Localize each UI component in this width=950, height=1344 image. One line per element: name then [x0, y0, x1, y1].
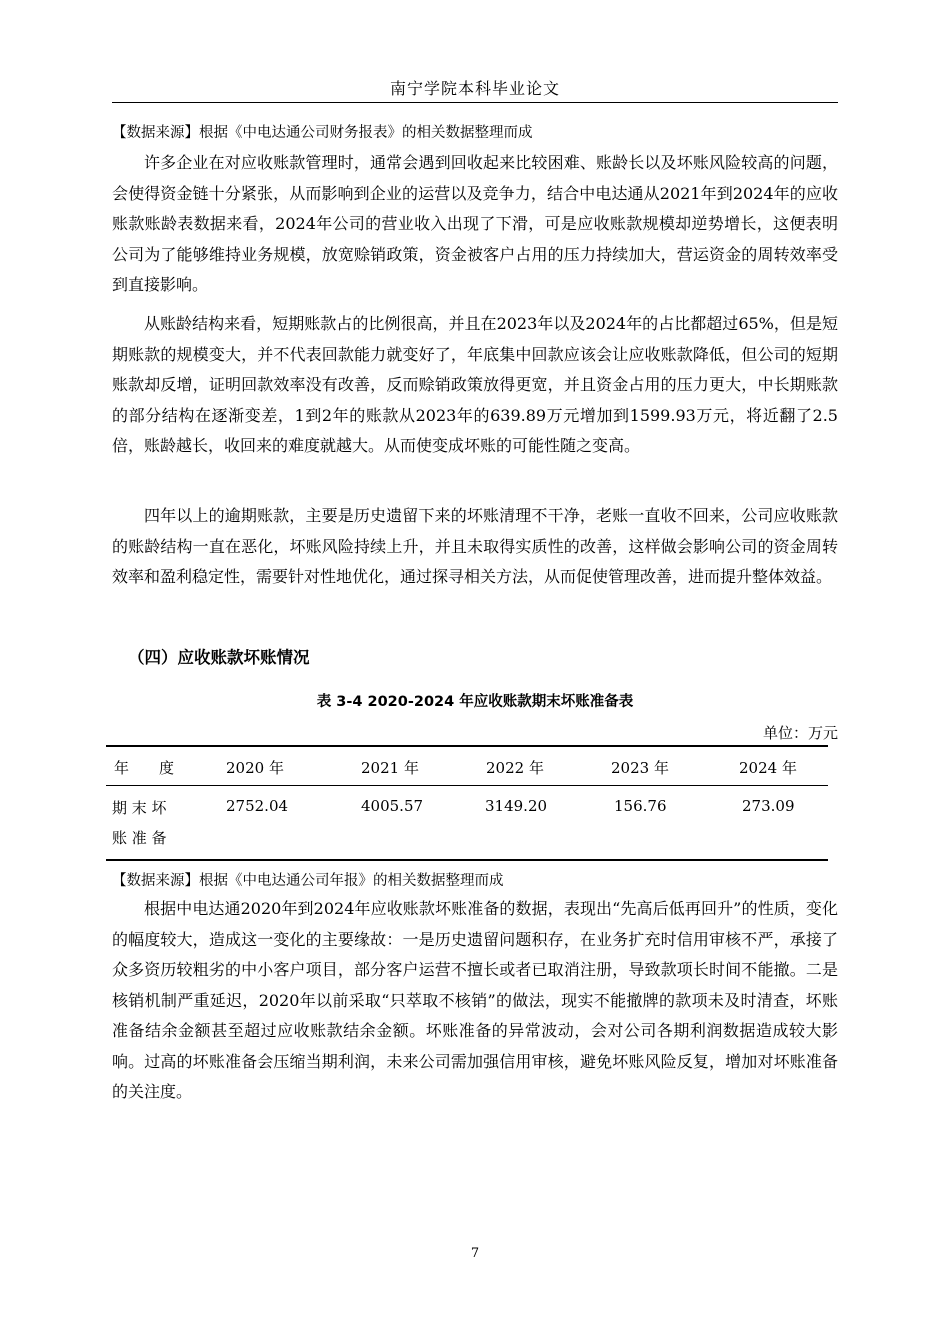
page-number: 7	[470, 1246, 480, 1261]
body-paragraph: 四年以上的逾期账款，主要是历史遗留下来的坏账清理不干净，老账一直收不回来，公司应收账款的账龄结构一直在恶化，坏账风险持续上升，并且未取得实质性的改善，这样做会影响公司的资金周转效率和盈利稳定性，需要针对性地优化，通过探寻相关方法，从而促使管理改善，进而提升整体效益。	[112, 506, 838, 586]
table-cell-value: 2752.04	[226, 797, 289, 815]
page-header-title: 南宁学院本科毕业论文	[389, 79, 560, 98]
table-header-label: 年 度	[114, 759, 175, 777]
table-header-year: 2020 年	[226, 759, 284, 777]
section-heading: （四）应收账款坏账情况	[128, 648, 310, 667]
table-cell-value: 156.76	[614, 797, 667, 815]
header-rule	[112, 102, 838, 103]
table-unit: 单位：万元	[762, 724, 838, 742]
data-source-note: 【数据来源】根据《中电达通公司财务报表》的相关数据整理而成	[112, 125, 533, 141]
table-cell-value: 3149.20	[485, 797, 548, 815]
body-paragraph: 根据中电达通2020年到2024年应收账款坏账准备的数据，表现出“先高后低再回升”的性质，变化的幅度较大，造成这一变化的主要缘故：一是历史遗留问题积存，在业务扩充时信用审核不严，承接了众多资历较粗劣的中小客户项目，部分客户运营不擅长或者已取消注册，导致款项长时间不能撤。二是核销机制严重延迟，2020年以前采取“只萃取不核销”的做法，现实不能撤牌的款项未及时清查，坏账准备结余金额甚至超过应收账款结余金额。坏账准备的异常波动，会对公司各期利润数据造成较大影响。过高的坏账准备会压缩当期利润，未来公司需加强信用审核，避免坏账风险反复，增加对坏账准备的关注度。	[112, 899, 838, 1101]
table-cell-value: 4005.57	[361, 797, 424, 815]
table-header-year: 2023 年	[611, 759, 669, 777]
table-cell-value: 273.09	[742, 797, 795, 815]
table-row-label: 期 末 坏	[112, 799, 167, 817]
table-header-year: 2021 年	[361, 759, 419, 777]
data-source-note: 【数据来源】根据《中电达通公司年报》的相关数据整理而成	[112, 873, 504, 889]
body-paragraph: 许多企业在对应收账款管理时，通常会遇到回收起来比较困难、账龄长以及坏账风险较高的问题，会使得资金链十分紧张，从而影响到企业的运营以及竞争力，结合中电达通从2021年到2024年的应收账款账龄表数据来看，2024年公司的营业收入出现了下滑，可是应收账款规模却逆势增长，这便表明公司为了能够维持业务规模，放宽赊销政策，资金被客户占用的压力持续加大，营运资金的周转效率受到直接影响。	[112, 153, 838, 294]
table-top-rule	[106, 745, 828, 747]
body-paragraph: 从账龄结构来看，短期账款占的比例很高，并且在2023年以及2024年的占比都超过65%，但是短期账款的规模变大，并不代表回款能力就变好了，年底集中回款应该会让应收账款降低，但公司的短期账款却反增，证明回款效率没有改善，反而赊销政策放得更宽，并且资金占用的压力更大，中长期账款的部分结构在逐渐变差，1到2年的账款从2023年的639.89万元增加到1599.93万元，将近翻了2.5倍，账龄越长，收回来的难度就越大。从而使变成坏账的可能性随之变高。	[112, 314, 838, 455]
table-header-rule	[106, 785, 828, 786]
table-header-year: 2022 年	[486, 759, 544, 777]
table-bottom-rule	[106, 859, 828, 861]
table-row-label: 账 准 备	[112, 829, 167, 847]
table-caption: 表 3-4 2020-2024 年应收账款期末坏账准备表	[316, 694, 634, 710]
table-header-year: 2024 年	[739, 759, 797, 777]
